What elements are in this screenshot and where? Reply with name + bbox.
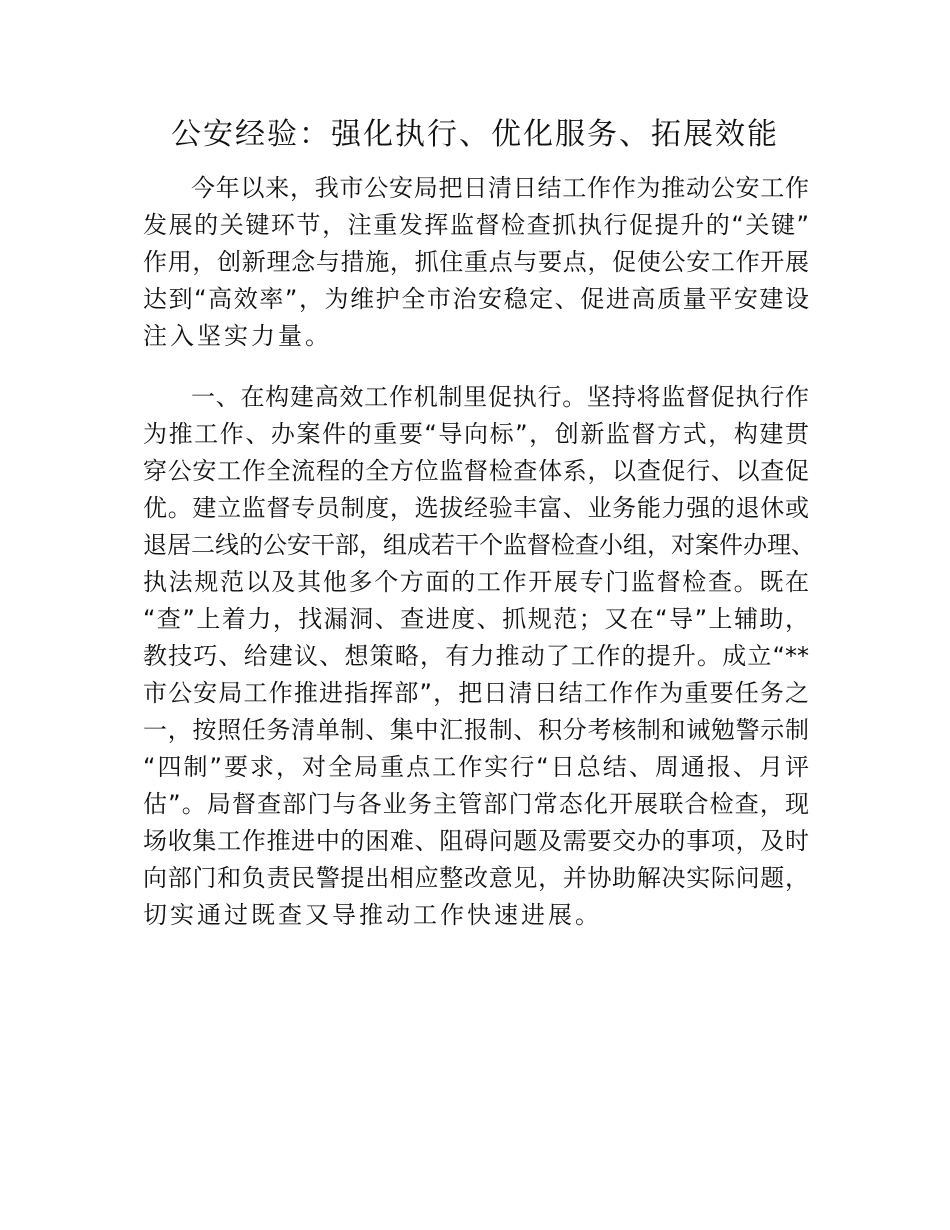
text-line: 为推工作、办案件的重要“导向标”，创新监督方式，构建贯 [143,420,809,448]
text-line: 场收集工作推进中的困难、阻碍问题及需要交办的事项，及时 [143,827,809,855]
text-line: 执法规范以及其他多个方面的工作开展专门监督检查。既在 [143,568,809,596]
text-line: 穿公安工作全流程的全方位监督检查体系，以查促行、以查促 [143,457,809,485]
text-line: 向部门和负责民警提出相应整改意见，并协助解决实际问题， [143,864,809,892]
document-title: 公安经验：强化执行、优化服务、拓展效能 [171,117,779,152]
text-line: 今年以来，我市公安局把日清日结工作作为推动公安工作 [191,174,809,202]
text-line: 市公安局工作推进指挥部”，把日清日结工作作为重要任务之 [143,679,809,707]
text-line: “查”上着力，找漏洞、查进度、抓规范；又在“导”上辅助， [143,605,809,633]
text-line: 作用，创新理念与措施，抓住重点与要点，促使公安工作开展 [143,248,809,276]
text-line: 一、在构建高效工作机制里促执行。坚持将监督促执行作 [191,383,809,411]
text-line: 估”。局督查部门与各业务主管部门常态化开展联合检查，现 [143,790,809,818]
paragraph-section-one [143,379,815,934]
text-line: 教技巧、给建议、想策略，有力推动了工作的提升。成立“** [143,642,809,670]
text-line: 切实通过既查又导推动工作快速进展。 [143,901,602,929]
text-line: 注入坚实力量。 [143,322,332,350]
text-line: 发展的关键环节，注重发挥监督检查抓执行促提升的“关键” [143,211,809,239]
text-line: 达到“高效率”，为维护全市治安稳定、促进高质量平安建设 [143,285,809,313]
paragraph-intro [143,170,809,355]
text-line: 一，按照任务清单制、集中汇报制、积分考核制和诫勉警示制 [143,716,809,744]
text-line: 退居二线的公安干部，组成若干个监督检查小组，对案件办理、 [143,531,815,559]
text-line: “四制”要求，对全局重点工作实行“日总结、周通报、月评 [143,753,809,781]
text-line: 优。建立监督专员制度，选拔经验丰富、业务能力强的退休或 [143,494,809,522]
